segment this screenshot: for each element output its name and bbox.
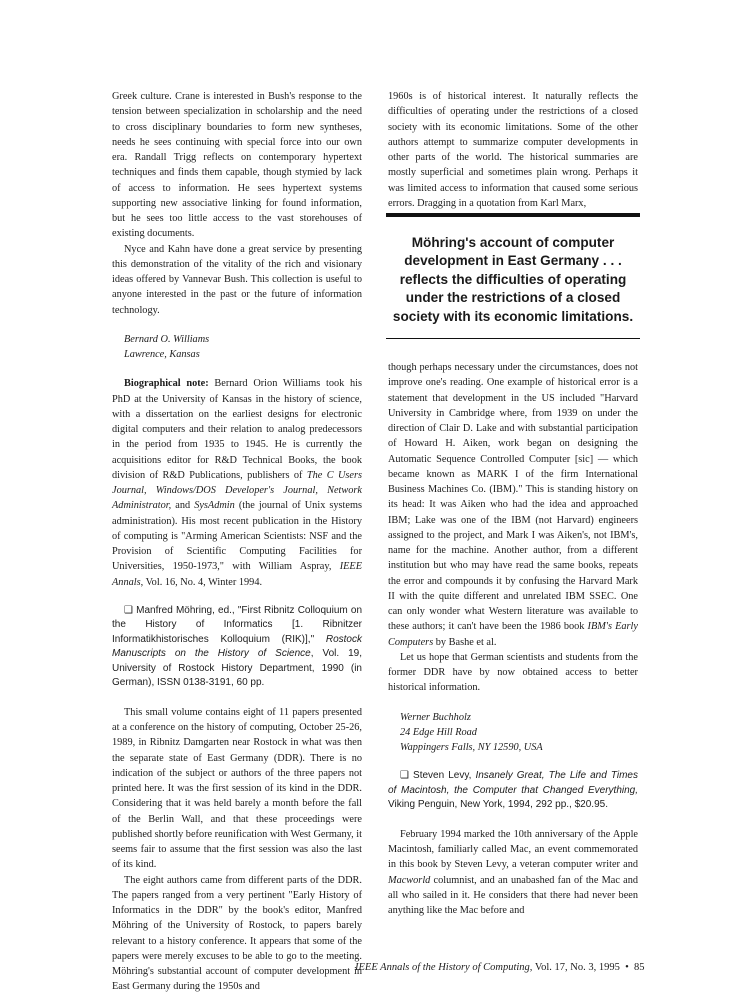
reviewer-name: Werner Buchholz [400,711,471,723]
bio-text: Bernard Orion Williams took his PhD at the University of Kansas in the history of science, with a dissertation on the earliest designs for electronic digital computers and their relation to analog predecessors in the period from 1935 to 1945. He is currently the acquisitions editor for R&D Technical Books, the book division of R&D Publications, publishers of [112,378,363,481]
citation-text: , Vol. 19, University of Rostock History Department, 1990 (in German), ISSN 0138-3191, 60 pp. [112,648,362,689]
citation-text: Manfred Möhring, ed., "First Ribnitz Colloquium on the History of Informatics [1. Ribnitzer Informatikhistorisches Kolloquium (RIK)]," [112,604,362,645]
checkbox-icon: ❑ [124,604,133,616]
reviewer-location: Lawrence, Kansas [124,349,200,360]
body-text: by Bashe et al. [433,636,497,648]
body-text: though perhaps necessary under the circumstances, does not improve one's reading. One example of historical error is a statement that development in the US included "Harvard University in Cambridge where, from 1939 on under the direction of Clair D. Lake and with substantial participation of Howard H. Aiken, work began on designing the Automatic Sequence Controlled Computer [sic] — which became known as MARK I of the firm International Business Machines Co. (IBM)." This is standing history on its head: It was Aiken who had the idea and approached IBM; Lake was one of the IBM (not Harvard) engineers assigned to the project, and Mark I was Aiken's, not IBM's, name for the machine. Another author, from a different institution but who may have read the same books, repeats the error and compounds it by confusing the Harvard Mark II with the quite different and unrelated IBM SSEC. One can only wonder what Western literature was available to these authors; it can't have been the 1986 book [388,362,638,633]
footer-journal: IEEE Annals of the History of Computing, [355,962,533,973]
bio-publication: The C Users Journal, Windows/DOS Developer's Journal, Network Administrator, [112,469,362,512]
pull-quote-text: Möhring's account of computer development in East Germany . . . reflects the difficulties of operating under the restrictions of a closed society with its economic limitations. [392,235,634,324]
body-paragraph: Let us hope that German scientists and students from the former DDR have by now obtained access to better historical information. [388,651,638,694]
citation-text: Steven Levy, [408,770,476,782]
body-text: February 1994 marked the 10th anniversary of the Apple Macintosh, familiarly called Mac, an event commemorated in this book by Steven Levy, a veteran computer writer and [388,828,638,871]
bio-publication: SysAdmin [194,500,235,512]
right-column-bottom [388,360,638,918]
footer-bullet-icon: • [625,962,629,973]
body-paragraph [388,360,638,650]
reviewer-address: Wappingers Falls, NY 12590, USA [400,742,543,753]
body-paragraph: Nyce and Kahn have done a great service by presenting this demonstration of the vitality of the rich and visionary ideas offered by Vannevar Bush. This collection is useful to anyone interested in the past or the future of information technology. [112,243,362,316]
checkbox-icon: ❑ [400,770,409,782]
bio-text: (the journal of Unix systems administration). His most recent publication in the History of computing is "Arming American Scientists: NSF and the Provision of Scientific Computing Facilities for Universities, 1950-1973," with William Aspray, [112,500,363,573]
body-paragraph: 1960s is of historical interest. It naturally reflects the difficulties of operating under the restrictions of a closed society with its economic limitations. Some of the other authors attempt to summarize computer developments in other parts of the world. The historical summaries are mostly superficial and sometimes plain wrong. Perhaps it was limited access to information that caused some serious errors. Dragging in a quotation from Karl Marx, [388,91,638,209]
citation-title: Insanely Great, The Life and Times of Macintosh, the Computer that Changed Everything, [388,770,638,796]
citation-title: Rostock Manuscripts on the History of Science [112,633,362,660]
footer-issue: Vol. 17, No. 3, 1995 [532,962,620,973]
page-number: 85 [634,962,645,973]
citation-text: Viking Penguin, New York, 1994, 292 pp., $20.95. [388,799,608,811]
bio-text: , Vol. 16, No. 4, Winter 1994. [140,576,263,588]
bio-journal: IEEE Annals [112,561,362,588]
body-paragraph: This small volume contains eight of 11 papers presented at a conference on the history of computing, October 25-26, 1989, in Ribnitz Damgarten near Rostock in what was then the separate state of East Germany (DDR). There is no indication of the subject or authors of the three papers not printed here. It was the first session of its kind in the DDR. Considering that it was held barely a month before the fall of the Berlin Wall, and that these proceedings were published shortly before reunification with West Germany, it seems fair to assume that the first session was also the last of its kind. [112,706,362,871]
body-paragraph: The eight authors came from different parts of the DDR. The papers ranged from a very pertinent "Early History of Informatics in the DDR" by the book's editor, Manfred Möhring of the University of Rostock, to papers barely relevant to a history conference. It appears that some of the papers were merely excuses to be able to go to the meeting. Möhring's substantial account of computer development in East Germany during the 1950s and [112,874,362,993]
pull-quote-top-rule [386,213,640,217]
page-footer [355,962,645,973]
body-paragraph [388,827,638,919]
magazine-title: Macworld [388,874,431,886]
right-column-top [388,89,638,211]
biographical-note [112,376,362,590]
book-title: IBM's Early Computers [388,621,638,648]
bio-label: Biographical note: [124,378,209,390]
body-paragraph: Greek culture. Crane is interested in Bush's response to the tension between specialization in scholarship and the need to cross disciplinary boundaries to form new syntheses, needs he sees continuing with special force into our own era. Randall Trigg reflects on contemporary hypertext techniques and finds them capable, though stymied by lack of access to information. He sees hypertext systems supporting new associative linking for found information, but he sees too little access to the vast storehouses of existing documents. [112,91,362,240]
reviewer-name: Bernard O. Williams [124,333,210,345]
review-citation [112,604,362,691]
body-text: columnist, and an unabashed fan of the Mac and all who sailed in it. He considers that there had never been anything like the Mac before and [388,874,638,916]
pull-quote-bottom-rule [386,338,640,339]
bio-text: and [171,500,195,512]
reviewer-address: 24 Edge Hill Road [400,726,477,738]
pull-quote [386,213,640,339]
review-citation [388,769,638,813]
left-column [112,89,362,995]
